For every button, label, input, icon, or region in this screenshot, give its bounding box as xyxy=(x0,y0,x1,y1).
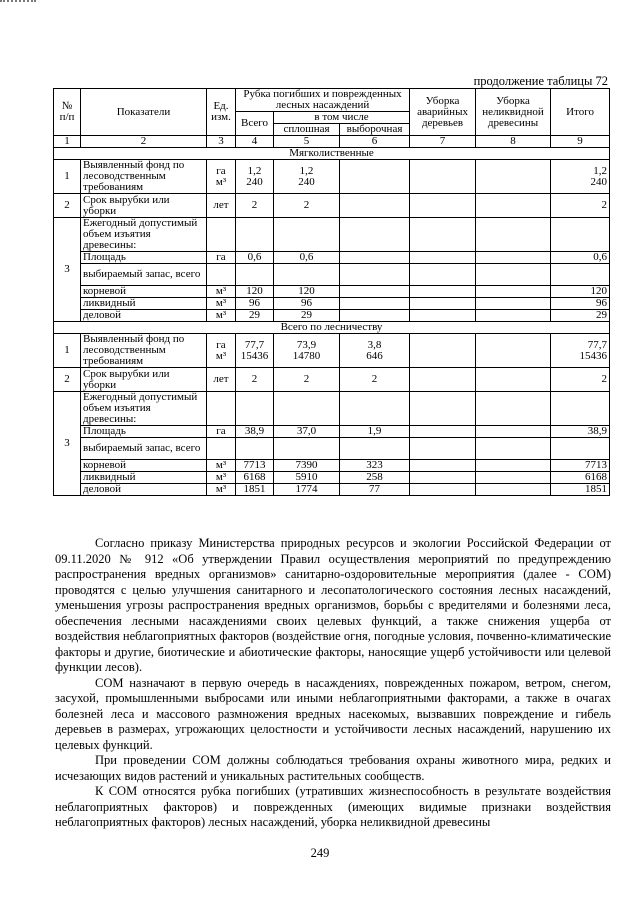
cell-total: 1,2 240 xyxy=(236,160,274,194)
row-num: 2 xyxy=(54,194,81,218)
cell-sum: 2 xyxy=(551,368,610,392)
cell-selective: 77 xyxy=(340,484,410,496)
row-label: Площадь xyxy=(81,252,207,264)
empty-cell xyxy=(551,392,610,426)
cell-sum: 2 xyxy=(551,194,610,218)
cell-total: 2 xyxy=(236,368,274,392)
header-unit: Ед. изм. xyxy=(207,89,236,136)
empty-cell xyxy=(551,264,610,286)
cell-clear: 2 xyxy=(274,194,340,218)
row-unit: га м³ xyxy=(207,334,236,368)
header-num: № п/п xyxy=(54,89,81,136)
cell-selective xyxy=(340,286,410,298)
row-label: деловой xyxy=(81,484,207,496)
empty-cell xyxy=(476,264,551,286)
cell-illiquid xyxy=(476,368,551,392)
empty-cell xyxy=(236,438,274,460)
empty-cell xyxy=(274,218,340,252)
row-num: 1 xyxy=(54,334,81,368)
data-table xyxy=(53,88,610,496)
row-label: Ежегодный допустимый объем изъятия древесины: xyxy=(81,392,207,426)
empty-cell xyxy=(274,438,340,460)
empty-cell xyxy=(207,218,236,252)
cell-emergency xyxy=(410,368,476,392)
cell-clear: 29 xyxy=(274,310,340,322)
cell-total: 120 xyxy=(236,286,274,298)
empty-cell xyxy=(340,264,410,286)
row-label: ликвидный xyxy=(81,472,207,484)
section-title: Всего по лесничеству xyxy=(54,322,610,334)
col-number: 1 xyxy=(54,136,81,148)
empty-cell xyxy=(340,218,410,252)
cell-sum: 1851 xyxy=(551,484,610,496)
cell-emergency xyxy=(410,286,476,298)
row-unit: лет xyxy=(207,368,236,392)
row-unit: га xyxy=(207,252,236,264)
cell-total: 1851 xyxy=(236,484,274,496)
empty-cell xyxy=(207,438,236,460)
empty-cell xyxy=(410,438,476,460)
col-number: 3 xyxy=(207,136,236,148)
cell-sum: 0,6 xyxy=(551,252,610,264)
cell-clear: 1774 xyxy=(274,484,340,496)
row-label: Срок вырубки или уборки xyxy=(81,368,207,392)
cell-illiquid xyxy=(476,310,551,322)
empty-cell xyxy=(274,264,340,286)
cell-selective: 2 xyxy=(340,368,410,392)
paragraph: Согласно приказу Министерства природных ресурсов и экологии Российской Федерации от 09.11.2020 № 912 «Об утверждении Правил осуществления мероприятий по предупреждению распространения вредных организмов» санитарно-оздоровительные мероприятия (далее - СОМ) проводятся с целью улучшения санитарного и лесопатологического состояния лесных насаждений, уменьшения угрозы распространения вредных организмов, борьбы с вредителями и болезнями леса, обеспечения лесными насаждениями своих целевых функций, а также снижения ущерба от воздействия неблагоприятных факторов (воздействие огня, погодные условия, почвенно-климатические факторы и другие, биотические и абиотические факторы, наносящие ущерб устойчивости или целевой функции лесов). xyxy=(55,536,611,674)
row-num: 3 xyxy=(54,218,81,322)
header-incl: в том числе xyxy=(274,112,410,124)
cell-clear: 7390 xyxy=(274,460,340,472)
empty-cell xyxy=(476,218,551,252)
cell-emergency xyxy=(410,460,476,472)
cell-selective xyxy=(340,194,410,218)
row-label: Площадь xyxy=(81,426,207,438)
row-label: ликвидный xyxy=(81,298,207,310)
row-label: корневой xyxy=(81,460,207,472)
empty-cell xyxy=(476,392,551,426)
cell-sum: 77,7 15436 xyxy=(551,334,610,368)
empty-cell xyxy=(410,264,476,286)
row-unit: м³ xyxy=(207,298,236,310)
scan-corner-mark xyxy=(0,0,36,7)
row-label: Срок вырубки или уборки xyxy=(81,194,207,218)
col-number: 2 xyxy=(81,136,207,148)
empty-cell xyxy=(476,438,551,460)
cell-illiquid xyxy=(476,252,551,264)
row-label: корневой xyxy=(81,286,207,298)
row-unit: м³ xyxy=(207,472,236,484)
header-felling: Рубка погибших и поврежденных лесных насаждений xyxy=(236,89,410,112)
row-label: выбираемый запас, всего xyxy=(81,264,207,286)
header-total-sub: Всего xyxy=(236,112,274,136)
cell-emergency xyxy=(410,484,476,496)
col-number: 6 xyxy=(340,136,410,148)
cell-emergency xyxy=(410,310,476,322)
cell-clear: 73,9 14780 xyxy=(274,334,340,368)
cell-illiquid xyxy=(476,460,551,472)
header-indicator: Показатели xyxy=(81,89,207,136)
row-label: выбираемый запас, всего xyxy=(81,438,207,460)
col-number: 9 xyxy=(551,136,610,148)
section-title: Мягколиственные xyxy=(54,148,610,160)
cell-clear: 120 xyxy=(274,286,340,298)
cell-illiquid xyxy=(476,160,551,194)
header-emergency: Уборка аварийных деревьев xyxy=(410,89,476,136)
header-clear: сплошная xyxy=(274,124,340,136)
cell-total: 6168 xyxy=(236,472,274,484)
cell-emergency xyxy=(410,472,476,484)
table-continuation-label: продолжение таблицы 72 xyxy=(473,74,608,88)
empty-cell xyxy=(551,218,610,252)
cell-clear: 96 xyxy=(274,298,340,310)
row-unit: га xyxy=(207,426,236,438)
row-unit: м³ xyxy=(207,310,236,322)
empty-cell xyxy=(207,392,236,426)
cell-sum: 29 xyxy=(551,310,610,322)
cell-selective: 323 xyxy=(340,460,410,472)
row-num: 1 xyxy=(54,160,81,194)
page-number: 249 xyxy=(310,846,330,860)
cell-emergency xyxy=(410,298,476,310)
cell-illiquid xyxy=(476,286,551,298)
empty-cell xyxy=(340,392,410,426)
paragraph: К СОМ относятся рубка погибших (утративших жизнеспособность в результате воздействия неблагоприятных факторов) и поврежденных (имеющих видимые признаки воздействия неблагоприятных факторов) лесных насаждений, уборка неликвидной древесины xyxy=(55,784,611,829)
cell-sum: 96 xyxy=(551,298,610,310)
empty-cell xyxy=(551,438,610,460)
cell-emergency xyxy=(410,252,476,264)
cell-sum: 120 xyxy=(551,286,610,298)
cell-emergency xyxy=(410,426,476,438)
cell-illiquid xyxy=(476,334,551,368)
cell-selective: 258 xyxy=(340,472,410,484)
row-label: деловой xyxy=(81,310,207,322)
row-unit: м³ xyxy=(207,460,236,472)
row-unit: га м³ xyxy=(207,160,236,194)
empty-cell xyxy=(410,392,476,426)
empty-cell xyxy=(236,218,274,252)
paragraph: СОМ назначают в первую очередь в насаждениях, поврежденных пожаром, ветром, снегом, засухой, промышленными выбросами или иными неблагоприятными факторами, а также в очагах болезней леса и массового размножения вредных насекомых, вызвавших повреждение и гибель деревьев в размерах, угрожающих целостности и устойчивости лесных насаждений, нарушению их целевых функций. xyxy=(55,675,611,752)
body-text xyxy=(55,536,611,831)
cell-illiquid xyxy=(476,194,551,218)
cell-total: 77,7 15436 xyxy=(236,334,274,368)
cell-clear: 37,0 xyxy=(274,426,340,438)
cell-clear: 0,6 xyxy=(274,252,340,264)
cell-selective: 1,9 xyxy=(340,426,410,438)
row-label: Выявленный фонд по лесоводственным требованиям xyxy=(81,334,207,368)
empty-cell xyxy=(410,218,476,252)
cell-total: 7713 xyxy=(236,460,274,472)
header-illiquid: Уборка неликвидной древесины xyxy=(476,89,551,136)
cell-clear: 5910 xyxy=(274,472,340,484)
cell-sum: 6168 xyxy=(551,472,610,484)
col-number: 5 xyxy=(274,136,340,148)
empty-cell xyxy=(207,264,236,286)
cell-selective: 3,8 646 xyxy=(340,334,410,368)
cell-selective xyxy=(340,160,410,194)
cell-total: 38,9 xyxy=(236,426,274,438)
cell-sum: 7713 xyxy=(551,460,610,472)
cell-sum: 1,2 240 xyxy=(551,160,610,194)
header-selective: выборочная xyxy=(340,124,410,136)
cell-total: 0,6 xyxy=(236,252,274,264)
cell-total: 29 xyxy=(236,310,274,322)
empty-cell xyxy=(236,392,274,426)
col-number: 4 xyxy=(236,136,274,148)
cell-illiquid xyxy=(476,484,551,496)
cell-total: 96 xyxy=(236,298,274,310)
cell-emergency xyxy=(410,334,476,368)
empty-cell xyxy=(274,392,340,426)
col-number: 7 xyxy=(410,136,476,148)
row-unit: лет xyxy=(207,194,236,218)
cell-illiquid xyxy=(476,472,551,484)
cell-total: 2 xyxy=(236,194,274,218)
cell-illiquid xyxy=(476,298,551,310)
cell-selective xyxy=(340,298,410,310)
cell-emergency xyxy=(410,160,476,194)
row-unit: м³ xyxy=(207,484,236,496)
empty-cell xyxy=(236,264,274,286)
cell-selective xyxy=(340,252,410,264)
cell-clear: 2 xyxy=(274,368,340,392)
row-label: Ежегодный допустимый объем изъятия древесины: xyxy=(81,218,207,252)
row-unit: м³ xyxy=(207,286,236,298)
cell-emergency xyxy=(410,194,476,218)
cell-sum: 38,9 xyxy=(551,426,610,438)
cell-clear: 1,2 240 xyxy=(274,160,340,194)
row-num: 2 xyxy=(54,368,81,392)
row-label: Выявленный фонд по лесоводственным требованиям xyxy=(81,160,207,194)
paragraph: При проведении СОМ должны соблюдаться требования охраны животного мира, редких и исчезающих видов растений и уникальных растительных сообществ. xyxy=(55,753,611,783)
col-number: 8 xyxy=(476,136,551,148)
row-num: 3 xyxy=(54,392,81,496)
cell-selective xyxy=(340,310,410,322)
header-sum: Итого xyxy=(551,89,610,136)
empty-cell xyxy=(340,438,410,460)
cell-illiquid xyxy=(476,426,551,438)
